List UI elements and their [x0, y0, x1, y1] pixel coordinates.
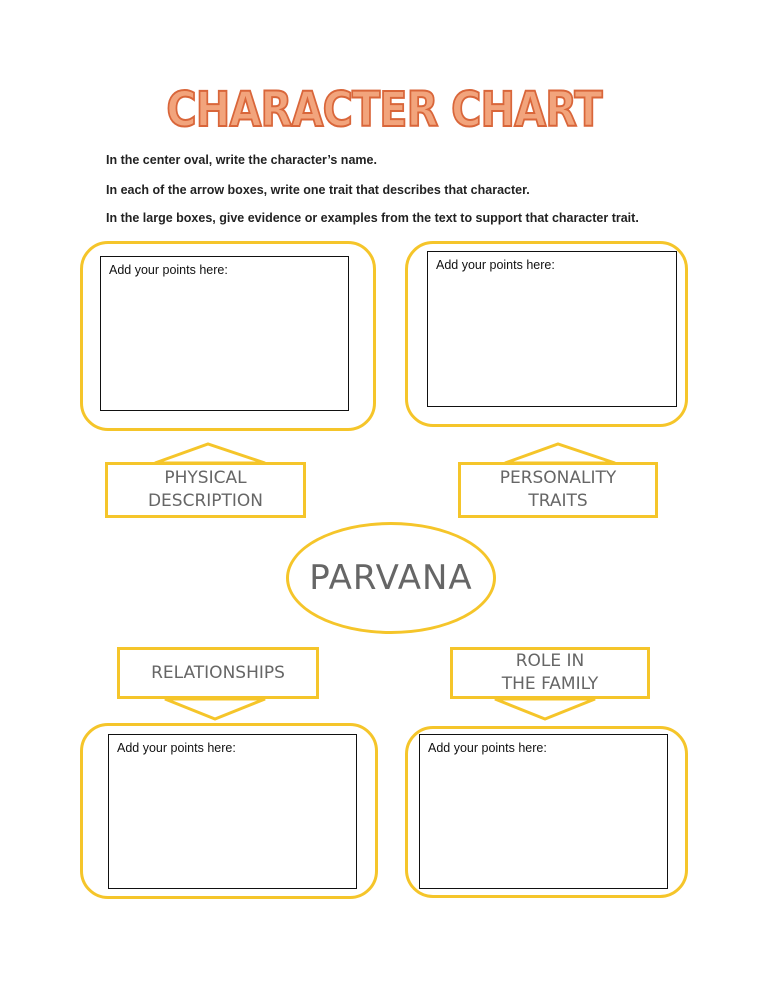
personality-line2: TRAITS: [528, 491, 588, 511]
down-arrow-role: [490, 697, 600, 721]
role-line1: ROLE IN: [515, 651, 585, 671]
top-right-input[interactable]: [427, 251, 677, 407]
instruction-3: In the large boxes, give evidence or examples from the text to support that character trait.: [106, 211, 639, 225]
up-arrow-physical: [150, 442, 270, 464]
top-right-placeholder: Add your points here:: [436, 258, 555, 272]
up-arrow-personality: [500, 442, 620, 464]
down-arrow-relationships: [160, 697, 270, 721]
physical-line1: PHYSICAL: [164, 468, 247, 488]
role-in-family-label[interactable]: [450, 647, 650, 699]
top-left-placeholder: Add your points here:: [109, 263, 228, 277]
physical-line2: DESCRIPTION: [147, 491, 264, 511]
bottom-left-input[interactable]: [108, 734, 357, 889]
personality-traits-label[interactable]: [458, 462, 658, 518]
instruction-2: In each of the arrow boxes, write one trait that describes that character.: [106, 183, 530, 197]
character-name: PARVANA: [309, 558, 473, 598]
instruction-1: In the center oval, write the character’s name.: [106, 153, 377, 167]
bottom-left-placeholder: Add your points here:: [117, 741, 236, 755]
personality-line1: PERSONALITY: [499, 468, 617, 488]
top-left-input[interactable]: [100, 256, 349, 411]
relationships-label[interactable]: [117, 647, 319, 699]
bottom-right-placeholder: Add your points here:: [428, 741, 547, 755]
relationships-text: RELATIONSHIPS: [151, 662, 285, 683]
role-line2: THE FAMILY: [501, 674, 599, 694]
physical-description-label[interactable]: [105, 462, 306, 518]
page-title: CHARACTER CHART: [166, 82, 602, 138]
character-name-oval[interactable]: [286, 522, 496, 634]
bottom-right-input[interactable]: [419, 734, 668, 889]
